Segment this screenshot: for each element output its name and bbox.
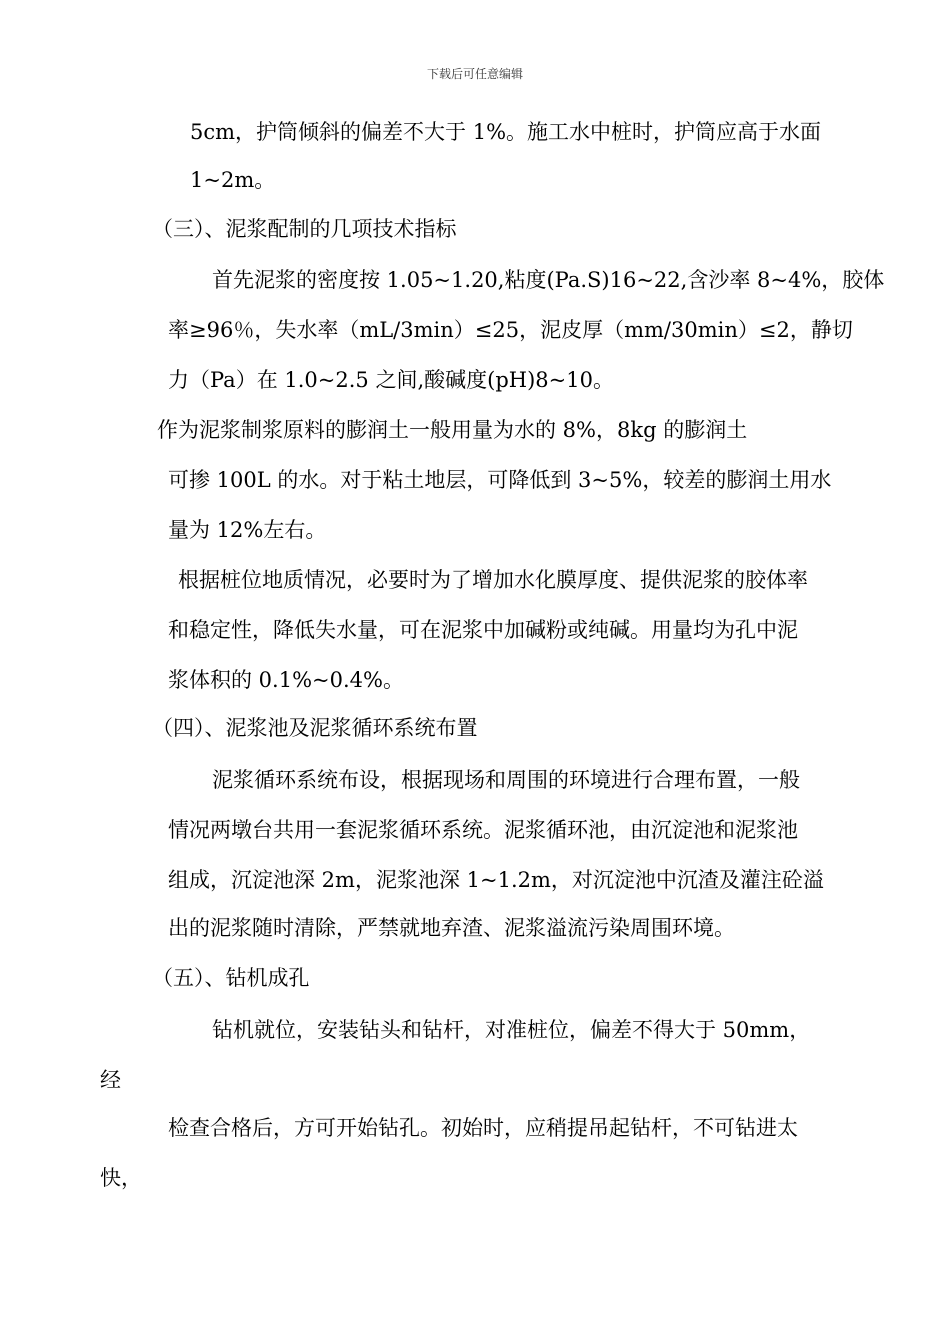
- paragraph-line: 经: [100, 1068, 121, 1092]
- paragraph-line: 作为泥浆制浆原料的膨润土一般用量为水的 8%，8kg 的膨润土: [157, 418, 748, 442]
- paragraph-line: 出的泥浆随时清除，严禁就地弃渣、泥浆溢流污染周围环境。: [168, 916, 735, 940]
- paragraph-line: 首先泥浆的密度按 1.05~1.20,粘度(Pa.S)16~22,含沙率 8~4%，胶体: [212, 268, 885, 292]
- section-heading-5: （五）、钻机成孔: [152, 966, 310, 990]
- paragraph-line: 泥浆循环系统布设，根据现场和周围的环境进行合理布置，一般: [212, 768, 800, 792]
- section-heading-4: （四）、泥浆池及泥浆循环系统布置: [152, 716, 478, 740]
- paragraph-line: 1~2m。: [190, 168, 276, 192]
- page-header: 下载后可任意编辑: [426, 67, 523, 81]
- paragraph-line: 5cm，护筒倾斜的偏差不大于 1%。施工水中桩时，护筒应高于水面: [190, 120, 822, 144]
- paragraph-line: 可掺 100L 的水。对于粘土地层，可降低到 3~5%，较差的膨润土用水: [168, 468, 832, 492]
- section-heading-3: （三）、泥浆配制的几项技术指标: [152, 217, 457, 241]
- paragraph-line: 情况两墩台共用一套泥浆循环系统。泥浆循环池，由沉淀池和泥浆池: [168, 818, 798, 842]
- paragraph-line: 率≥96％，失水率（mL/3min）≤25，泥皮厚（mm/30min）≤2，静切: [168, 318, 853, 342]
- paragraph-line: 力（Pa）在 1.0~2.5 之间,酸碱度(pH)8~10。: [168, 368, 614, 392]
- paragraph-line: 钻机就位，安装钻头和钻杆，对准桩位，偏差不得大于 50mm，: [212, 1018, 811, 1042]
- paragraph-line: 根据桩位地质情况，必要时为了增加水化膜厚度、提供泥浆的胶体率: [178, 568, 808, 592]
- paragraph-line: 量为 12%左右。: [168, 518, 327, 542]
- paragraph-line: 浆体积的 0.1%~0.4%。: [168, 668, 404, 692]
- paragraph-line: 快，: [100, 1166, 142, 1190]
- paragraph-line: 检查合格后，方可开始钻孔。初始时，应稍提吊起钻杆，不可钻进太: [168, 1116, 798, 1140]
- paragraph-line: 组成，沉淀池深 2m，泥浆池深 1~1.2m，对沉淀池中沉渣及灌注砼溢: [168, 868, 824, 892]
- paragraph-line: 和稳定性，降低失水量，可在泥浆中加碱粉或纯碱。用量均为孔中泥: [168, 618, 798, 642]
